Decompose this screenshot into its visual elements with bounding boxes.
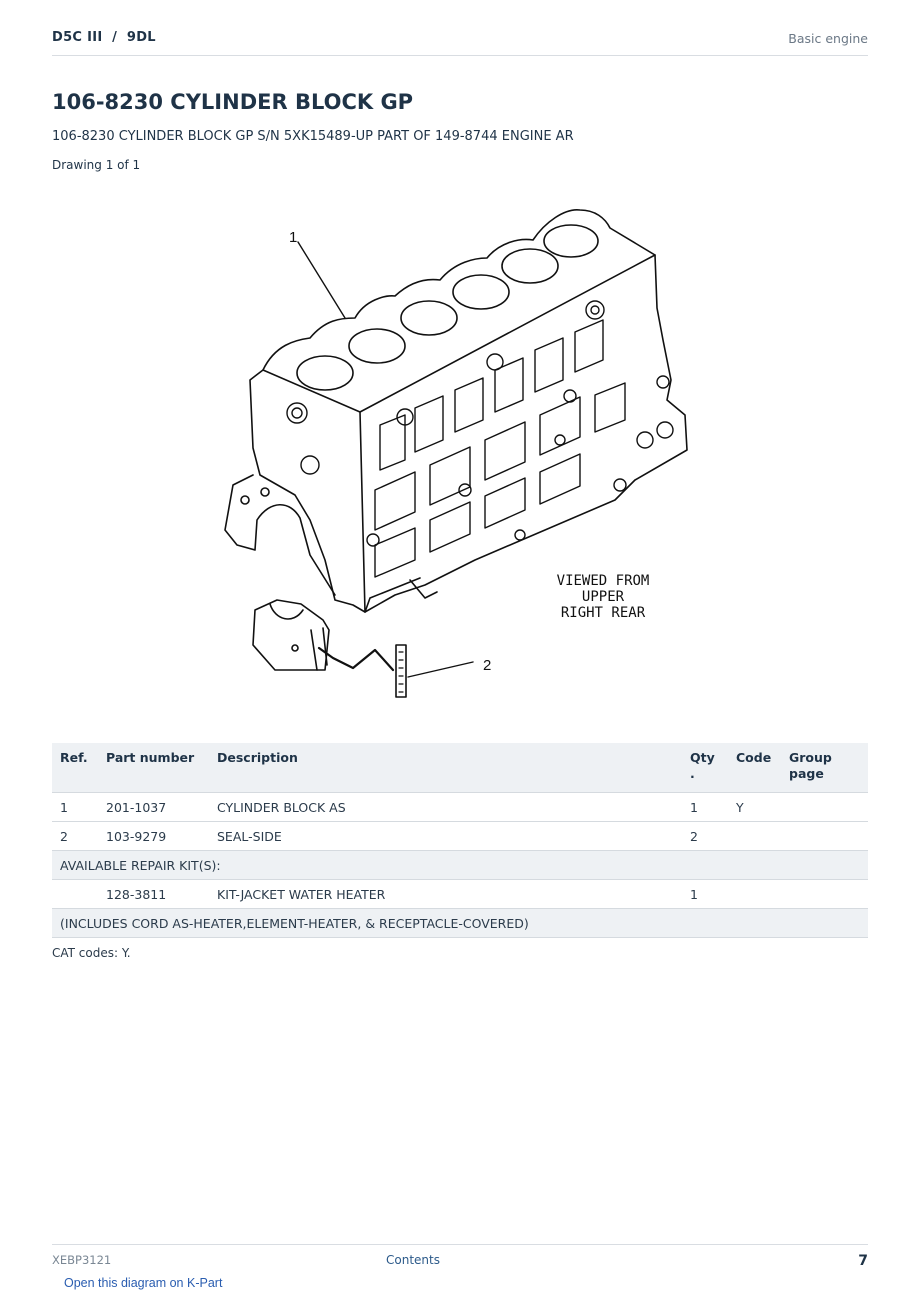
row-group-page [781, 793, 868, 822]
table-row [52, 880, 868, 909]
header-description: Description [209, 743, 682, 793]
row-group-page [781, 822, 868, 851]
callout-1: 1 [289, 229, 298, 246]
header-part-number: Part number [98, 743, 209, 793]
callout-2-leader [408, 662, 473, 677]
model-label: D5C III / 9DL [52, 30, 156, 45]
page-title: 106-8230 CYLINDER BLOCK GP [52, 90, 414, 114]
row-code [728, 822, 781, 851]
row-ref [52, 880, 98, 909]
section-label: Basic engine [788, 31, 868, 46]
svg-text:RIGHT REAR: RIGHT REAR [560, 605, 646, 621]
callout-1-leader [298, 242, 345, 318]
row-ref: 2 [52, 822, 98, 851]
page-subtitle: 106-8230 CYLINDER BLOCK GP S/N 5XK15489-UP PART OF 149-8744 ENGINE AR [52, 129, 574, 144]
view-note [557, 573, 650, 621]
seal-strip [396, 645, 406, 697]
kit-note: (INCLUDES CORD AS-HEATER,ELEMENT-HEATER, & RECEPTACLE-COVERED) [52, 909, 868, 938]
callout-2: 2 [483, 657, 492, 674]
svg-text:VIEWED FROM: VIEWED FROM [556, 573, 650, 589]
svg-text:UPPER: UPPER [581, 589, 625, 605]
row-qty: 1 [682, 880, 728, 909]
row-description: CYLINDER BLOCK AS [209, 793, 682, 822]
row-qty: 1 [682, 793, 728, 822]
parts-table [52, 743, 868, 938]
block-side-panels [375, 320, 625, 577]
cylinder-block-diagram [215, 200, 705, 710]
row-part-number: 201-1037 [98, 793, 209, 822]
row-part-number: 103-9279 [98, 822, 209, 851]
header-group-page: Group page [781, 743, 868, 793]
header-code: Code [728, 743, 781, 793]
page-number: 7 [858, 1253, 868, 1269]
drawing-count: Drawing 1 of 1 [52, 158, 141, 172]
repair-kit-header-row [52, 851, 868, 880]
repair-kit-label: AVAILABLE REPAIR KIT(S): [52, 851, 868, 880]
header-ref: Ref. [52, 743, 98, 793]
row-code [728, 880, 781, 909]
seal-cap [253, 600, 329, 670]
header-qty: Qty . [682, 743, 728, 793]
rear-flange [225, 475, 335, 595]
row-group-page [781, 880, 868, 909]
table-header-row [52, 743, 868, 793]
page-header [52, 28, 868, 56]
row-part-number: 128-3811 [98, 880, 209, 909]
table-row [52, 822, 868, 851]
kit-note-row [52, 909, 868, 938]
row-description: SEAL-SIDE [209, 822, 682, 851]
contents-link[interactable]: Contents [386, 1253, 440, 1267]
row-code: Y [728, 793, 781, 822]
row-description: KIT-JACKET WATER HEATER [209, 880, 682, 909]
page-footer [52, 1244, 868, 1274]
cat-codes: CAT codes: Y. [52, 946, 131, 960]
row-qty: 2 [682, 822, 728, 851]
row-ref: 1 [52, 793, 98, 822]
table-row [52, 793, 868, 822]
document-id: XEBP3121 [52, 1253, 112, 1267]
open-in-kpart-link[interactable]: Open this diagram on K-Part [64, 1276, 223, 1290]
